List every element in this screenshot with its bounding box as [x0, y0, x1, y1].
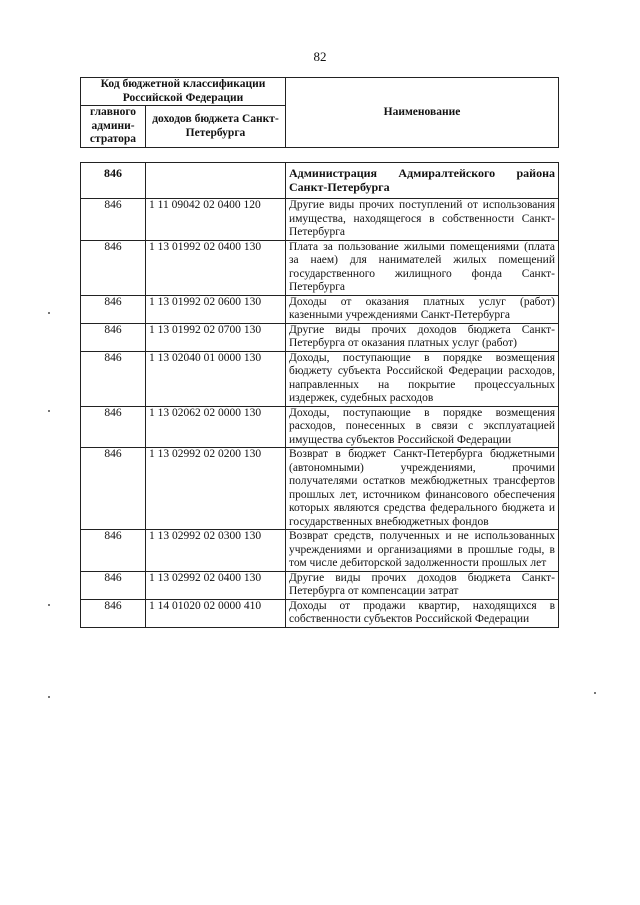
row-admin-code: 846 — [81, 448, 146, 530]
row-name: Другие виды прочих доходов бюджета Санкт-Петербурга от оказания платных услуг (работ) — [286, 323, 559, 351]
header-table — [80, 77, 559, 148]
scan-mark — [594, 692, 596, 694]
table-row — [81, 406, 559, 448]
row-name: Возврат средств, полученных и не использованных учреждениями и организациями в прошлые годы, в том числе дебиторской задолженности прошлых лет — [286, 530, 559, 572]
row-income-code: 1 11 09042 02 0400 120 — [146, 199, 286, 241]
table-row — [81, 448, 559, 530]
row-name: Доходы от оказания платных услуг (работ) казенными учреждениями Санкт-Петербурга — [286, 295, 559, 323]
scan-mark — [48, 604, 50, 606]
row-admin-code: 846 — [81, 530, 146, 572]
table-row — [81, 323, 559, 351]
scan-mark — [48, 696, 50, 698]
row-name: Возврат в бюджет Санкт-Петербурга бюджетными (автономными) учреждениями, прочими получателями остатков межбюджетных трансфертов прошлых лет, источником финансового обеспечения которых являются средства федерального бюджета и государственных внебюджетных фондов — [286, 448, 559, 530]
header-name: Наименование — [286, 78, 559, 148]
table-row — [81, 571, 559, 599]
header-admin: главного админи-стратора — [81, 106, 146, 148]
row-admin-code: 846 — [81, 323, 146, 351]
agency-name: Администрация Адмиралтейского района Санкт-Петербурга — [286, 163, 559, 199]
row-name: Другие виды прочих доходов бюджета Санкт-Петербурга от компенсации затрат — [286, 571, 559, 599]
agency-code: 846 — [81, 163, 146, 199]
row-name: Доходы, поступающие в порядке возмещения бюджету субъекта Российской Федерации расходов, направленных на покрытие процессуальных издержек, судебных расходов — [286, 351, 559, 406]
table-row — [81, 530, 559, 572]
row-income-code: 1 13 02062 02 0000 130 — [146, 406, 286, 448]
row-income-code: 1 14 01020 02 0000 410 — [146, 599, 286, 627]
row-admin-code: 846 — [81, 351, 146, 406]
row-admin-code: 846 — [81, 571, 146, 599]
row-income-code: 1 13 02992 02 0300 130 — [146, 530, 286, 572]
row-income-code: 1 13 01992 02 0400 130 — [146, 240, 286, 295]
row-income-code: 1 13 02040 01 0000 130 — [146, 351, 286, 406]
row-income-code: 1 13 02992 02 0400 130 — [146, 571, 286, 599]
row-income-code: 1 13 02992 02 0200 130 — [146, 448, 286, 530]
agency-row — [81, 163, 559, 199]
row-name: Плата за пользование жилыми помещениями (плата за наем) для нанимателей жилых помещений государственного жилищного фонда Санкт-Петербурга — [286, 240, 559, 295]
row-admin-code: 846 — [81, 406, 146, 448]
row-name: Другие виды прочих поступлений от использования имущества, находящегося в собственности Санкт-Петербурга — [286, 199, 559, 241]
agency-income-code — [146, 163, 286, 199]
table-row — [81, 295, 559, 323]
row-income-code: 1 13 01992 02 0600 130 — [146, 295, 286, 323]
page-number: 82 — [313, 49, 327, 64]
row-admin-code: 846 — [81, 295, 146, 323]
header-group-label: Код бюджетной классификации Российской Федерации — [81, 78, 286, 106]
table-row — [81, 599, 559, 627]
row-admin-code: 846 — [81, 199, 146, 241]
scan-mark — [48, 410, 50, 412]
row-admin-code: 846 — [81, 240, 146, 295]
row-name: Доходы от продажи квартир, находящихся в собственности субъектов Российской Федерации — [286, 599, 559, 627]
table-row — [81, 240, 559, 295]
data-table — [80, 162, 559, 628]
scan-mark — [48, 312, 50, 314]
header-income-code: доходов бюджета Санкт-Петербурга — [146, 106, 286, 148]
table-row — [81, 351, 559, 406]
table-row — [81, 199, 559, 241]
row-income-code: 1 13 01992 02 0700 130 — [146, 323, 286, 351]
row-name: Доходы, поступающие в порядке возмещения расходов, понесенных в связи с эксплуатацией имущества субъектов Российской Федерации — [286, 406, 559, 448]
row-admin-code: 846 — [81, 599, 146, 627]
